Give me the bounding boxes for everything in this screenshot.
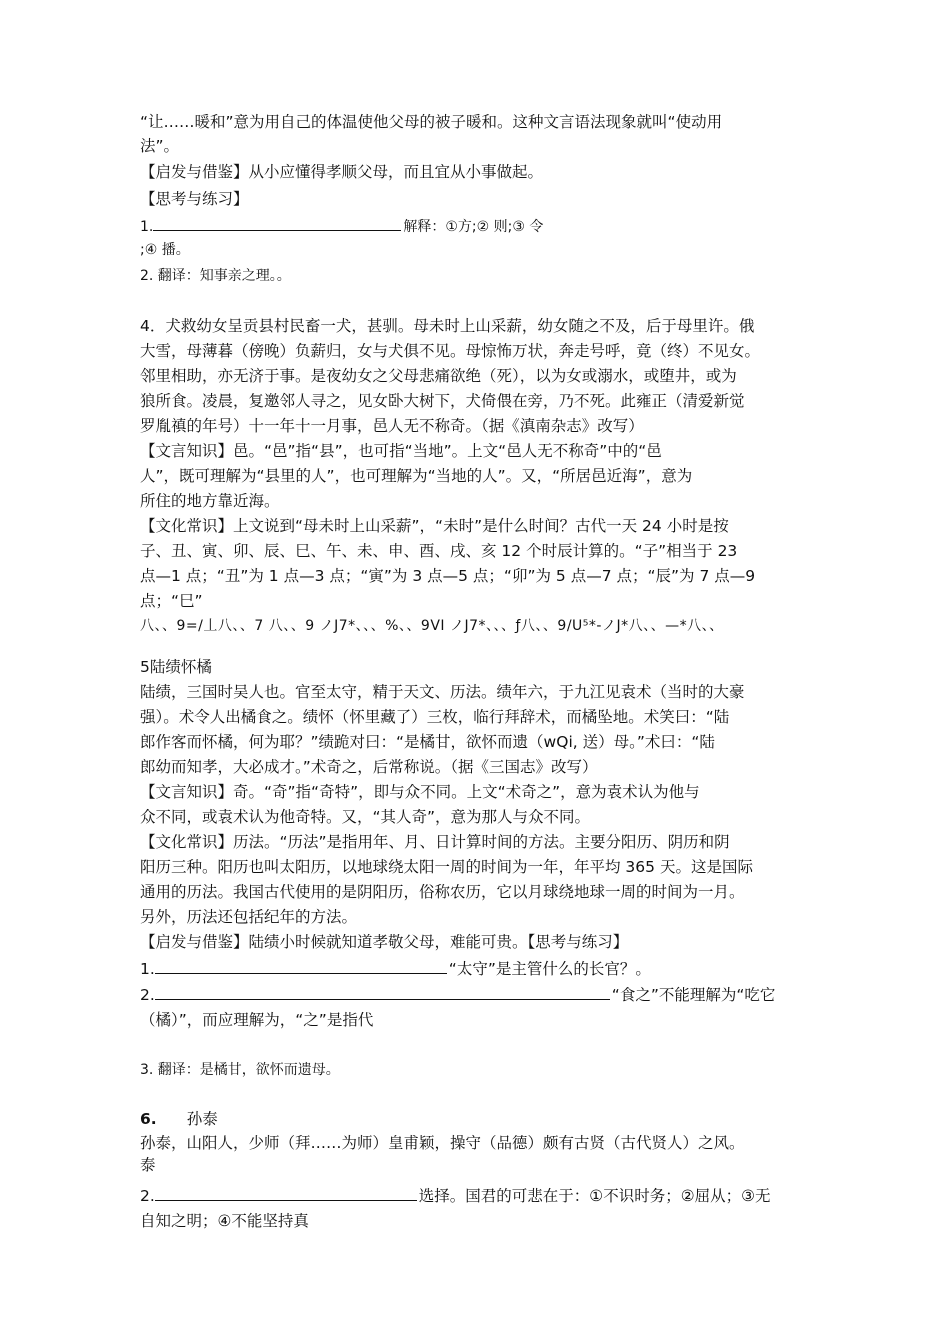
text-line: 子、丑、寅、卯、辰、巳、午、未、申、酉、戌、亥 12 个时辰计算的。“子”相当于 23 [140, 542, 738, 560]
text-line: 强）。术令人出橘食之。绩怀（怀里藏了）三枚，临行拜辞术，而橘坠地。术笑曰：“陆 [140, 708, 730, 726]
exercise-question-2 [140, 1184, 820, 1208]
exercise-question-1 [140, 957, 820, 981]
text-line: 法”。 [140, 137, 180, 155]
text-line: 【文化常识】上文说到“母未时上山采薪”，“未时”是什么时间？古代一天 24 小时是按 [140, 517, 729, 535]
question-text: “食之”不能理解为“吃它 [611, 986, 776, 1004]
text-line: 郎幼而知孝，大必成才。”术奇之，后常称说。（据《三国志》改写） [140, 758, 598, 776]
text-line: 人”，既可理解为“县里的人”，也可理解为“当地的人”。又，“所居邑近海”，意为 [140, 467, 693, 485]
garbled-line: 八、、9=/丄八、、7 八、、9 ノJ7*、、、%、、9VI ノJ7*、、、ƒ八、、9/U⁵*-ノJ*八、、—*八、、 [140, 618, 724, 634]
section-number: 6. [140, 1110, 157, 1128]
text-line: 孙泰，山阳人，少师（拜……为师）皇甫颖，操守（品德）颇有古贤（古代贤人）之风。 [140, 1134, 745, 1152]
question-number: 1. [140, 219, 154, 235]
text-line: ;④ 播。 [140, 242, 190, 258]
text-line: 郎作客而怀橘，何为耶？”绩跪对曰：“是橘甘，欲怀而遗（wQi, 送）母。”术曰：“陆 [140, 733, 715, 751]
text-line: （橘）”，而应理解为，“之”是指代 [140, 1011, 374, 1029]
text-line: 泰 [140, 1156, 156, 1174]
text-line: “让……暖和”意为用自己的体温使他父母的被子暖和。这种文言语法现象就叫“使动用 [140, 113, 723, 131]
text-line: 4．犬救幼女呈贡县村民畜一犬，甚驯。母未时上山采薪，幼女随之不及，后于母里许。俄 [140, 317, 755, 335]
section-title [140, 1107, 820, 1131]
text-line: 大雪，母薄暮（傍晚）负薪归，女与犬俱不见。母惊怖万状，奔走号呼，竟（终）不见女。 [140, 342, 761, 360]
answer-blank[interactable] [155, 983, 610, 1000]
text-line: 陆绩，三国时吴人也。官至太守，精于天文、历法。绩年六，于九江见袁术（当时的大豪 [140, 683, 745, 701]
text-line: 通用的历法。我国古代使用的是阴阳历，俗称农历，它以月球绕地球一周的时间为一月。 [140, 883, 745, 901]
text-line: 自知之明；④不能坚持真 [140, 1212, 309, 1230]
text-line: 点；“巳” [140, 592, 203, 610]
answer-blank[interactable] [155, 957, 447, 974]
question-number: 2. [140, 986, 155, 1004]
exercise-question-3: 3. 翻译：是橘甘，欲怀而遗母。 [140, 1062, 340, 1078]
text-line: 点—1 点；“丑”为 1 点—3 点；“寅”为 3 点—5 点；“卯”为 5 点—7 点；“辰”为 7 点—9 [140, 567, 756, 585]
question-number: 2. [140, 1187, 155, 1205]
answer-blank[interactable] [155, 1184, 417, 1201]
exercise-question-2: 2. 翻译：知事亲之理。。 [140, 268, 291, 284]
text-line: 所住的地方靠近海。 [140, 492, 280, 510]
question-text: “太守”是主管什么的长官？。 [448, 960, 651, 978]
question-text: 解释：①方;② 则;③ 令 [403, 219, 544, 235]
answer-blank[interactable] [153, 214, 401, 231]
question-text: 选择。国君的可悲在于：①不识时务；②屈从；③无 [418, 1187, 771, 1205]
text-line: 另外，历法还包括纪年的方法。 [140, 908, 358, 926]
text-line: 【文化常识】历法。“历法”是指用年、月、日计算时间的方法。主要分阳历、阴历和阴 [140, 833, 730, 851]
exercise-question-2 [140, 983, 820, 1007]
question-number: 1. [140, 960, 155, 978]
text-line: 众不同，或袁术认为他奇特。又，“其人奇”，意为那人与众不同。 [140, 808, 591, 826]
text-line: 阳历三种。阳历也叫太阳历，以地球绕太阳一周的时间为一年，年平均 365 天。这是国际 [140, 858, 753, 876]
exercise-question-1 [140, 214, 820, 239]
text-line: 邻里相助，亦无济于事。是夜幼女之父母悲痛欲绝（死），以为女或溺水，或堕井，或为 [140, 367, 737, 385]
section-title: 5陆绩怀橘 [140, 658, 212, 676]
text-line: 【文言知识】奇。“奇”指“奇特”，即与众不同。上文“术奇之”，意为袁术认为他与 [140, 783, 700, 801]
section-title-text: 孙泰 [186, 1110, 218, 1128]
text-line: 【文言知识】邑。“邑”指“县”，也可指“当地”。上文“邑人无不称奇”中的“邑 [140, 442, 662, 460]
exercise-heading: 【思考与练习】 [140, 190, 249, 208]
text-line: 罗胤禛的年号）十一年十一月事，邑人无不称奇。（据《滇南杂志》改写） [140, 417, 644, 435]
inspire-note: 【启发与借鉴】从小应懂得孝顺父母，而且宜从小事做起。 [140, 163, 544, 181]
text-line: 狼所食。凌晨，复邀邻人寻之，见女卧大树下，犬倚偎在旁，乃不死。此雍正（清爱新觉 [140, 392, 745, 410]
text-line: 【启发与借鉴】陆绩小时候就知道孝敬父母，难能可贵。【思考与练习】 [140, 933, 629, 951]
